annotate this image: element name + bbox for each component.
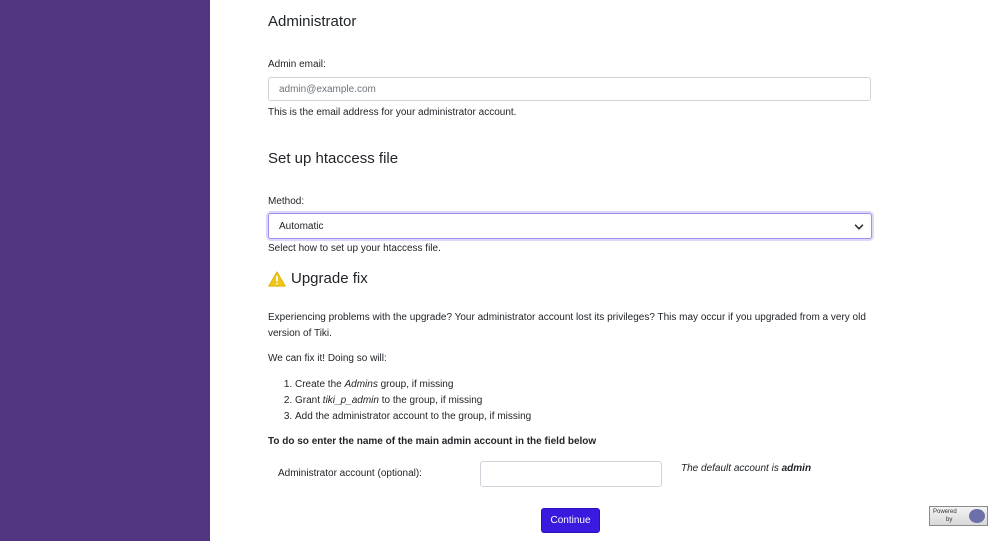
- instruction-text: To do so enter the name of the main admin account in the field below: [268, 436, 597, 447]
- fix-intro-text: We can fix it! Doing so will:: [268, 353, 387, 364]
- list-item: 1. Create the Admins group, if missing: [295, 377, 531, 393]
- chevron-down-icon: [854, 222, 864, 232]
- continue-button[interactable]: Continue: [541, 508, 600, 533]
- powered-by-tiki-badge[interactable]: [929, 506, 988, 526]
- default-account-note: The default account is admin: [681, 463, 812, 474]
- method-label: Method:: [268, 196, 305, 207]
- upgrade-fix-heading: [268, 269, 368, 289]
- upgrade-fix-title: Upgrade fix: [291, 270, 368, 287]
- list-item: 2. Grant tiki_p_admin to the group, if missing: [295, 393, 531, 409]
- admin-email-label: Admin email:: [268, 59, 326, 70]
- upgrade-intro-text: Experiencing problems with the upgrade? Your administrator account lost its privileges? This may occur if you upgraded from a very old version of Tiki.: [268, 312, 866, 339]
- sidebar: [0, 0, 210, 541]
- method-select[interactable]: [268, 213, 872, 239]
- list-item: 3. Add the administrator account to the group, if missing: [295, 409, 531, 425]
- method-selected-value: Automatic: [279, 221, 324, 232]
- admin-account-input[interactable]: [480, 461, 662, 487]
- htaccess-heading: Set up htaccess file: [268, 150, 399, 167]
- powered-text: Powered: [933, 509, 957, 515]
- admin-email-input[interactable]: [268, 77, 871, 101]
- warning-icon: [268, 271, 286, 287]
- method-help: Select how to set up your htaccess file.: [268, 243, 441, 254]
- administrator-heading: Administrator: [268, 13, 357, 30]
- admin-account-label: Administrator account (optional):: [278, 468, 422, 479]
- by-text: by: [946, 517, 953, 523]
- fix-steps-list: [268, 377, 531, 425]
- tiki-logo-icon: [969, 509, 985, 523]
- admin-email-help: This is the email address for your administrator account.: [268, 107, 517, 118]
